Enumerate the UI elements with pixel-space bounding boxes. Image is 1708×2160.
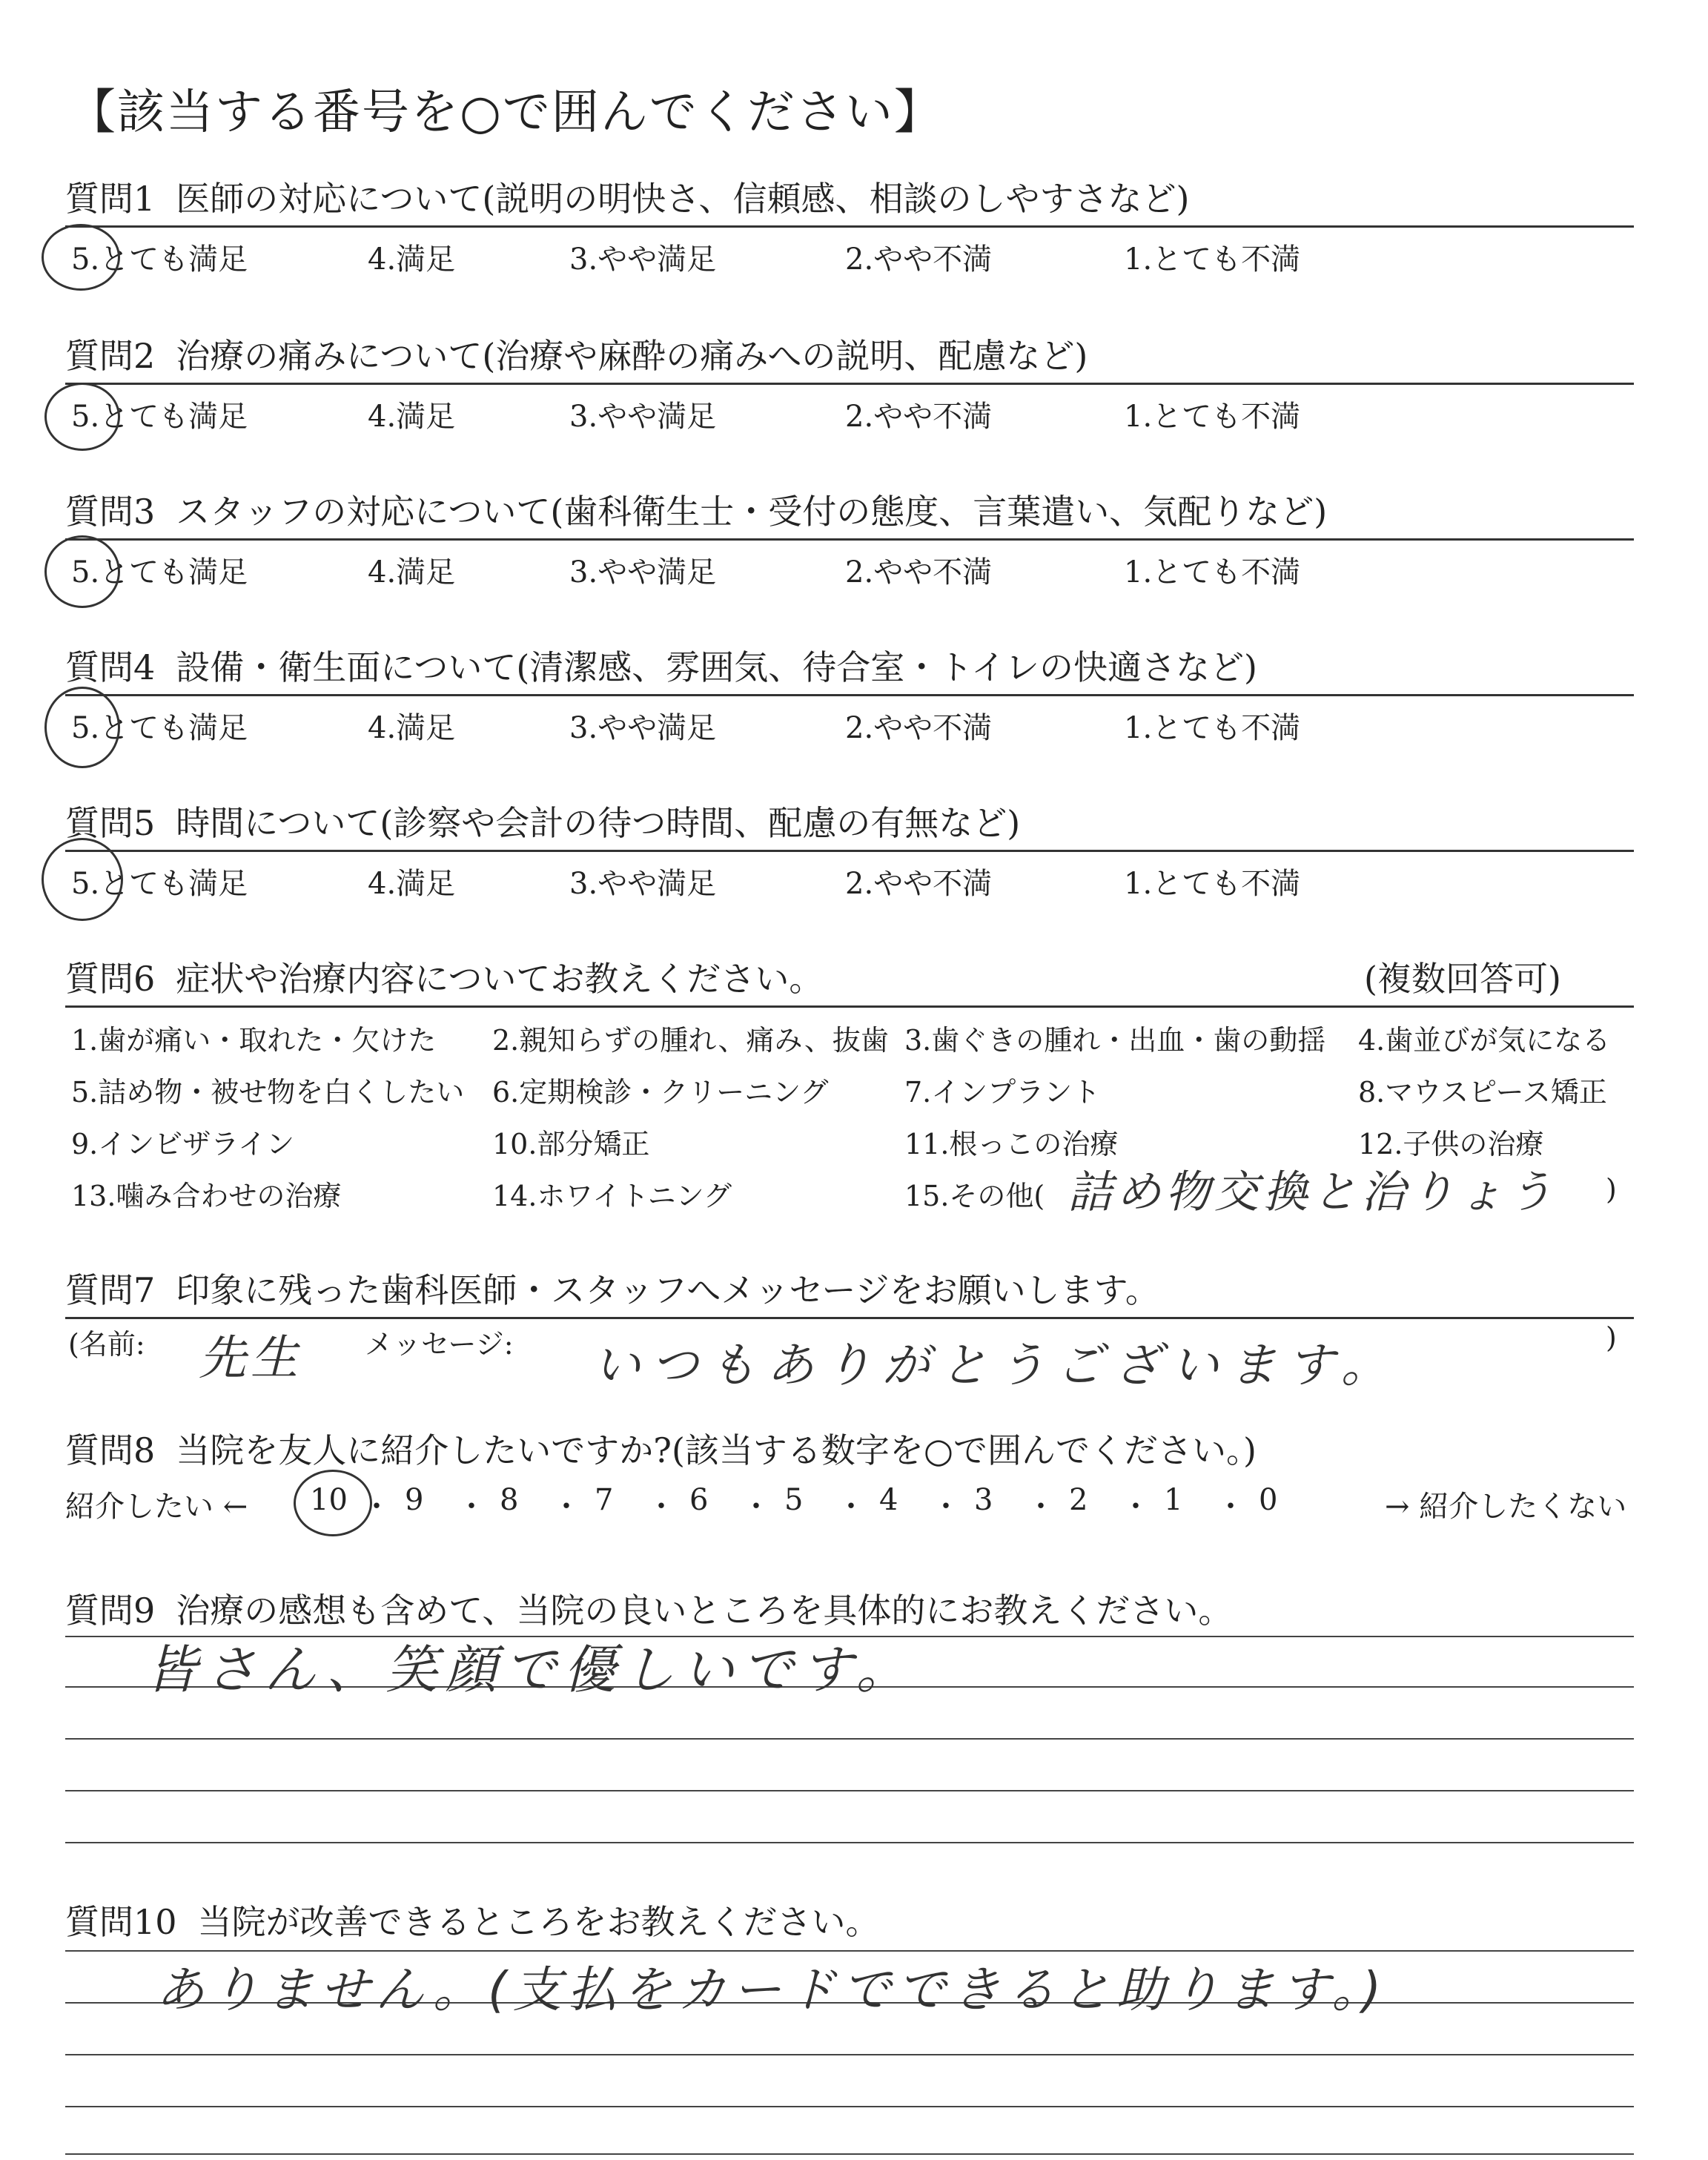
- symptom-option[interactable]: 5.詰め物・被せ物を白くしたい: [71, 1076, 465, 1109]
- answer-line: [65, 1790, 1634, 1791]
- scale-right-label: → 紹介したくない: [1385, 1490, 1627, 1524]
- scale-separator: ・: [646, 1490, 676, 1524]
- question-number: 質問1: [65, 179, 156, 219]
- selection-circle: [44, 687, 120, 768]
- symptom-option[interactable]: 3.歯ぐきの腫れ・出血・歯の動揺: [904, 1024, 1326, 1057]
- q10-answer[interactable]: ありません。(支払をカードでできると助ります。): [156, 1961, 1388, 2018]
- option-5[interactable]: 5.とても満足: [71, 711, 248, 745]
- question-3-options: [71, 549, 1628, 590]
- option-1[interactable]: 1.とても不満: [1124, 711, 1301, 745]
- symptom-option[interactable]: 9.インビザライン: [71, 1128, 295, 1160]
- selection-circle: [42, 838, 123, 921]
- question-number: 質問5: [65, 803, 156, 843]
- question-text: スタッフの対応について(歯科衛生士・受付の態度、言葉遣い、気配りなど): [176, 492, 1328, 532]
- page-title: 【該当する番号を○で囲んでください】: [68, 85, 943, 140]
- name-label: (名前:: [68, 1328, 145, 1361]
- selection-circle: [44, 383, 120, 451]
- scale-value[interactable]: 4: [879, 1483, 898, 1517]
- symptom-option[interactable]: 7.インプラント: [904, 1076, 1101, 1109]
- question-4-options: [71, 704, 1628, 746]
- other-close-paren: ): [1606, 1173, 1617, 1206]
- divider: [65, 1005, 1634, 1008]
- symptom-option[interactable]: 12.子供の治療: [1358, 1128, 1544, 1160]
- multiple-answers-note: (複数回答可): [1364, 959, 1561, 999]
- scale-value[interactable]: 2: [1069, 1483, 1088, 1517]
- option-2[interactable]: 2.やや不満: [845, 242, 993, 277]
- answer-line: [65, 2054, 1634, 2055]
- option-3[interactable]: 3.やや満足: [569, 867, 717, 901]
- scale-value[interactable]: 8: [500, 1483, 519, 1517]
- option-3[interactable]: 3.やや満足: [569, 400, 717, 434]
- scale-separator: ・: [457, 1490, 486, 1524]
- option-2[interactable]: 2.やや不満: [845, 400, 993, 434]
- question-number: 質問7: [65, 1270, 156, 1310]
- question-text: 当院が改善できるところをお教えください。: [197, 1902, 880, 1942]
- symptom-option-other[interactable]: 15.その他(: [904, 1180, 1045, 1212]
- name-value[interactable]: 先生: [199, 1331, 302, 1386]
- answer-line: [65, 2106, 1634, 2107]
- question-1-title: [65, 172, 1189, 221]
- question-2-title: [65, 329, 1088, 378]
- question-number: 質問4: [65, 647, 156, 687]
- recommend-scale: [65, 1483, 1634, 1535]
- question-number: 質問10: [65, 1902, 177, 1942]
- divider: [65, 850, 1634, 852]
- question-text: 設備・衛生面について(清潔感、雰囲気、待合室・トイレの快適さなど): [176, 647, 1257, 687]
- symptom-option[interactable]: 10.部分矯正: [492, 1128, 650, 1160]
- question-text: 当院を友人に紹介したいですか?(該当する数字を○で囲んでください。): [176, 1430, 1257, 1470]
- question-text: 印象に残った歯科医師・スタッフへメッセージをお願いします。: [176, 1270, 1159, 1310]
- question-2-options: [71, 393, 1628, 435]
- symptom-option[interactable]: 2.親知らずの腫れ、痛み、抜歯: [492, 1024, 889, 1057]
- question-10-title: [65, 1895, 880, 1944]
- message-close-paren: ): [1606, 1321, 1617, 1354]
- message-value[interactable]: いつもありがとうございます。: [593, 1338, 1399, 1393]
- option-1[interactable]: 1.とても不満: [1124, 555, 1301, 589]
- scale-value[interactable]: 5: [784, 1483, 804, 1517]
- question-6-title: [65, 952, 823, 1001]
- question-4-title: [65, 641, 1257, 690]
- option-1[interactable]: 1.とても不満: [1124, 400, 1301, 434]
- divider: [65, 694, 1634, 696]
- option-4[interactable]: 4.満足: [368, 555, 456, 589]
- scale-value[interactable]: 3: [974, 1483, 993, 1517]
- symptom-option[interactable]: 6.定期検診・クリーニング: [492, 1076, 829, 1109]
- option-4[interactable]: 4.満足: [368, 867, 456, 901]
- answer-line: [65, 1738, 1634, 1740]
- question-5-options: [71, 860, 1628, 902]
- question-number: 質問2: [65, 336, 156, 376]
- other-handwritten-answer[interactable]: 詰め物交換と治りょう: [1068, 1166, 1557, 1218]
- option-3[interactable]: 3.やや満足: [569, 711, 717, 745]
- question-5-title: [65, 796, 1020, 845]
- option-4[interactable]: 4.満足: [368, 711, 456, 745]
- symptom-option[interactable]: 4.歯並びが気になる: [1358, 1024, 1611, 1057]
- question-3-title: [65, 485, 1327, 534]
- question-number: 質問6: [65, 959, 156, 999]
- scale-value-selected[interactable]: 10: [310, 1483, 348, 1517]
- question-text: 医師の対応について(説明の明快さ、信頼感、相談のしやすさなど): [176, 179, 1190, 219]
- option-2[interactable]: 2.やや不満: [845, 711, 993, 745]
- option-5[interactable]: 5.とても満足: [71, 867, 248, 901]
- question-1-options: [71, 236, 1628, 277]
- message-label: メッセージ:: [365, 1328, 514, 1361]
- scale-value[interactable]: 0: [1259, 1483, 1278, 1517]
- option-1[interactable]: 1.とても不満: [1124, 242, 1301, 277]
- question-number: 質問8: [65, 1430, 156, 1470]
- scale-value[interactable]: 6: [689, 1483, 709, 1517]
- option-2[interactable]: 2.やや不満: [845, 867, 993, 901]
- question-8-title: [65, 1424, 1257, 1473]
- selection-circle: [42, 224, 120, 291]
- symptom-option[interactable]: 13.噛み合わせの治療: [71, 1180, 342, 1212]
- question-text: 治療の感想も含めて、当院の良いところを具体的にお教えください。: [176, 1591, 1233, 1631]
- scale-separator: ・: [1121, 1490, 1151, 1524]
- question-text: 治療の痛みについて(治療や麻酔の痛みへの説明、配慮など): [176, 336, 1088, 376]
- question-number: 質問3: [65, 492, 156, 532]
- option-3[interactable]: 3.やや満足: [569, 555, 717, 589]
- scale-separator: ・: [741, 1490, 771, 1524]
- answer-line: [65, 1842, 1634, 1843]
- scale-separator: ・: [1026, 1490, 1056, 1524]
- scale-value[interactable]: 1: [1164, 1483, 1183, 1517]
- option-5[interactable]: 5.とても満足: [71, 242, 248, 277]
- selection-circle: [44, 535, 120, 608]
- question-7-title: [65, 1264, 1159, 1312]
- divider: [65, 1317, 1634, 1319]
- symptom-option[interactable]: 11.根っこの治療: [904, 1128, 1119, 1160]
- option-4[interactable]: 4.満足: [368, 400, 456, 434]
- scale-separator: ・: [362, 1490, 391, 1524]
- option-5[interactable]: 5.とても満足: [71, 555, 248, 589]
- symptom-option[interactable]: 8.マウスピース矯正: [1358, 1076, 1607, 1109]
- divider: [65, 383, 1634, 385]
- option-3[interactable]: 3.やや満足: [569, 242, 717, 277]
- option-5[interactable]: 5.とても満足: [71, 400, 248, 434]
- scale-value[interactable]: 7: [595, 1483, 614, 1517]
- divider: [65, 538, 1634, 541]
- scale-separator: ・: [931, 1490, 961, 1524]
- question-text: 時間について(診察や会計の待つ時間、配慮の有無など): [176, 803, 1021, 843]
- symptom-option[interactable]: 1.歯が痛い・取れた・欠けた: [71, 1024, 437, 1057]
- option-4[interactable]: 4.満足: [368, 242, 456, 277]
- q9-answer[interactable]: 皆さん、笑顔で優しいです。: [145, 1639, 916, 1700]
- question-number: 質問9: [65, 1591, 156, 1631]
- scale-left-label: 紹介したい ←: [65, 1490, 248, 1524]
- scale-separator: ・: [836, 1490, 866, 1524]
- scale-value[interactable]: 9: [405, 1483, 424, 1517]
- question-9-title: [65, 1584, 1232, 1633]
- symptom-option[interactable]: 14.ホワイトニング: [492, 1180, 732, 1212]
- scale-separator: ・: [552, 1490, 581, 1524]
- divider: [65, 225, 1634, 228]
- option-2[interactable]: 2.やや不満: [845, 555, 993, 589]
- answer-line: [65, 2153, 1634, 2155]
- question-text: 症状や治療内容についてお教えください。: [176, 959, 824, 999]
- option-1[interactable]: 1.とても不満: [1124, 867, 1301, 901]
- scale-separator: ・: [1216, 1490, 1245, 1524]
